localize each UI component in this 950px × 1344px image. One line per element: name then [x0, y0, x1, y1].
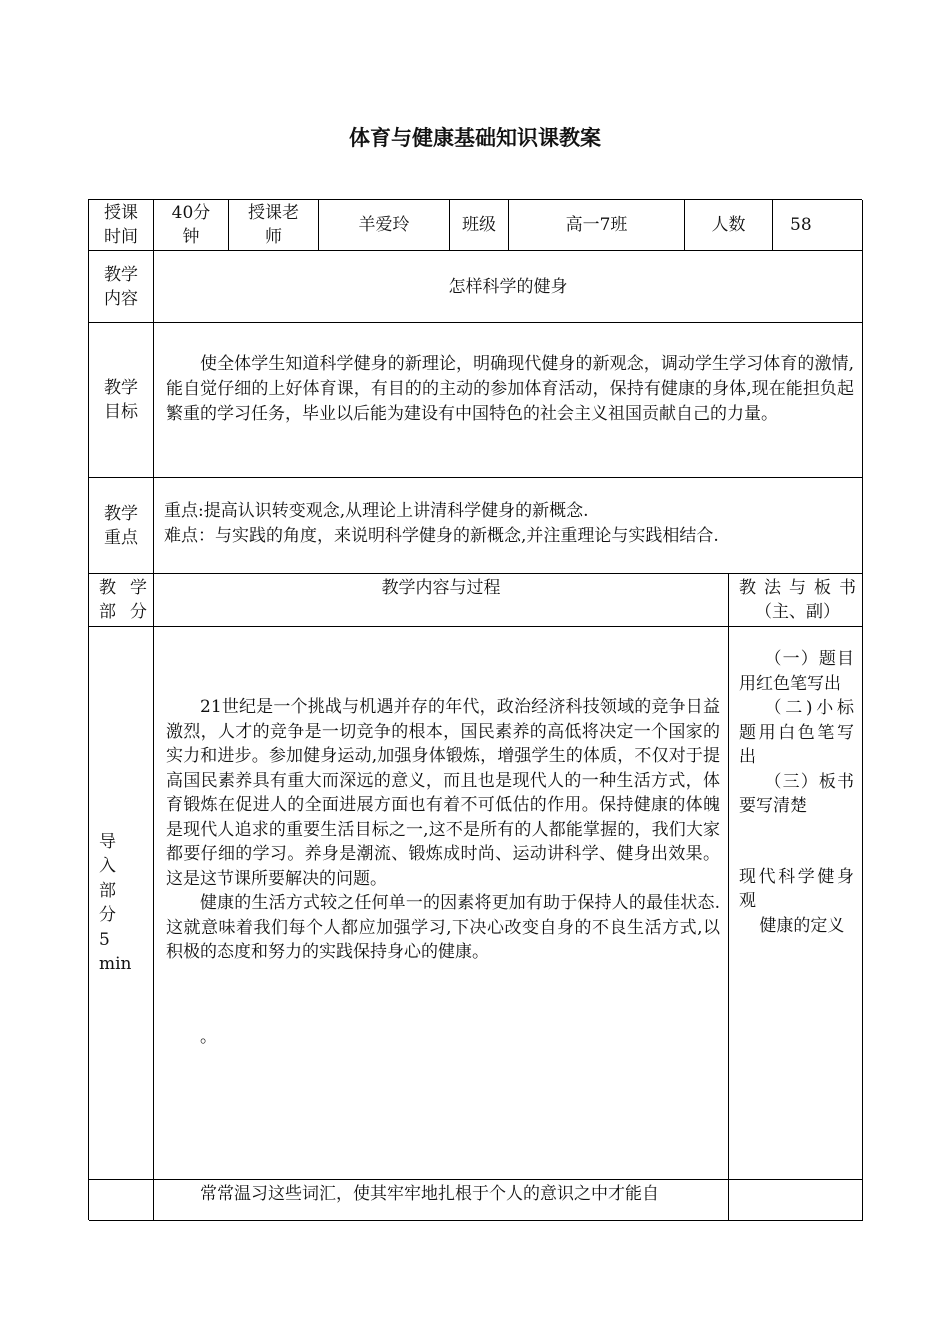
teacher-label: 授课老师 — [248, 203, 299, 247]
intro-notes-cell — [729, 627, 863, 1180]
key-point-line: 重点:提高认识转变观念,从理论上讲清科学健身的新概念. — [164, 501, 589, 521]
intro-text-cell — [154, 627, 729, 1180]
teacher-label-cell — [229, 200, 319, 251]
intro-label-char: 入 — [99, 856, 116, 876]
class-label: 班级 — [462, 215, 496, 235]
teacher-value-cell — [319, 200, 450, 251]
next-notes-cell — [729, 1180, 863, 1221]
intro-label — [99, 830, 132, 977]
intro-dot: 。 — [200, 1026, 217, 1047]
next-text: 常常温习这些词汇，使其牢牢地扎根于个人的意识之中才能自 — [200, 1184, 659, 1204]
count-label-cell — [685, 200, 773, 251]
note-title-red: （一）题目用红色笔写出 — [739, 649, 854, 694]
class-value: 高一7班 — [565, 215, 628, 235]
part-heading: 教 学 部分 — [99, 578, 147, 622]
lesson-plan-table — [88, 199, 862, 1220]
intro-paragraph-1: 21世纪是一个挑战与机遇并存的年代，政治经济科技领域的竞争日益激烈，人才的竞争是一切竞争的根本，国民素养的高低将决定一个国家的实力和进步。参加健身运动,加强身体锻炼，增强学生的体质，不仅对于提高国民素养具有重大而深远的意义，而且也是现代人的一种生活方式，体育锻炼在促进人的全面进展方面也有着不可低估的作用。保持健康的体魄是现代人追求的重要生活目标之一,这不是所有的人都能掌握的，我们大家都要仔细的学习。养身是潮流、锻炼成时尚、运动讲科学、健身出效果。这是这节课所要解决的问题。 — [166, 697, 720, 889]
note-health-definition: 健康的定义 — [759, 915, 845, 936]
count-value: 58 — [790, 215, 812, 235]
content-label: 教学内容 — [104, 264, 138, 309]
class-value-cell — [509, 200, 685, 251]
method-heading: 教 法 与 板 书（主、副） — [739, 578, 856, 622]
intro-label-char: 5 — [99, 929, 110, 950]
intro-paragraph-2: 健康的生活方式较之任何单一的因素将更加有助于保持人的最佳状态.这就意味着我们每个人都应加强学习,下决心改变自身的不良生活方式,以积极的态度和努力的实践保持身心的健康。 — [166, 893, 720, 962]
intro-label-cell — [89, 627, 154, 1180]
process-heading: 教学内容与过程 — [381, 578, 501, 598]
intro-label-char: 部 — [99, 880, 116, 901]
count-label: 人数 — [711, 215, 746, 235]
content-value: 怎样科学的健身 — [448, 276, 568, 297]
method-heading-cell — [729, 574, 863, 627]
content-label-cell — [89, 251, 154, 323]
difficulty-line: 难点：与实践的角度，来说明科学健身的新概念,并注重理论与实践相结合. — [164, 526, 719, 546]
intro-label-char: 导 — [99, 831, 116, 852]
intro-label-char: 分 — [99, 905, 116, 925]
goal-label: 教学目标 — [104, 378, 138, 422]
teacher-value: 羊爱玲 — [358, 215, 410, 235]
goal-text: 使全体学生知道科学健身的新理论，明确现代健身的新观念，调动学生学习体育的激情,能自觉仔细的上好体育课，有目的的主动的参加体育活动，保持有健康的身体,现在能担负起繁重的学习任务，毕业以后能为建设有中国特色的社会主义祖国贡献自己的力量。 — [166, 354, 854, 424]
note-board-clear: （三）板书要写清楚 — [739, 771, 854, 816]
note-subtitle-white: （二)小标题用白色笔写出 — [739, 698, 854, 767]
time-label-cell — [89, 200, 154, 251]
part-heading-cell — [89, 574, 154, 627]
count-value-cell — [773, 200, 863, 251]
note-modern-fitness: 现代科学健身观 — [739, 866, 854, 911]
process-heading-cell — [154, 574, 729, 627]
time-label: 授课时间 — [104, 203, 138, 247]
goal-label-cell — [89, 323, 154, 478]
key-text-cell — [154, 478, 863, 574]
key-label: 教学重点 — [104, 503, 138, 548]
next-text-cell — [154, 1180, 729, 1221]
goal-text-cell — [154, 323, 863, 478]
key-label-cell — [89, 478, 154, 574]
content-value-cell — [154, 251, 863, 323]
class-label-cell — [450, 200, 509, 251]
next-label-cell — [89, 1180, 154, 1221]
time-value: 40分钟 — [171, 203, 211, 247]
intro-label-char: min — [99, 954, 132, 974]
page-title: 体育与健康基础知识课教案 — [349, 126, 601, 150]
time-value-subcell — [154, 200, 229, 251]
